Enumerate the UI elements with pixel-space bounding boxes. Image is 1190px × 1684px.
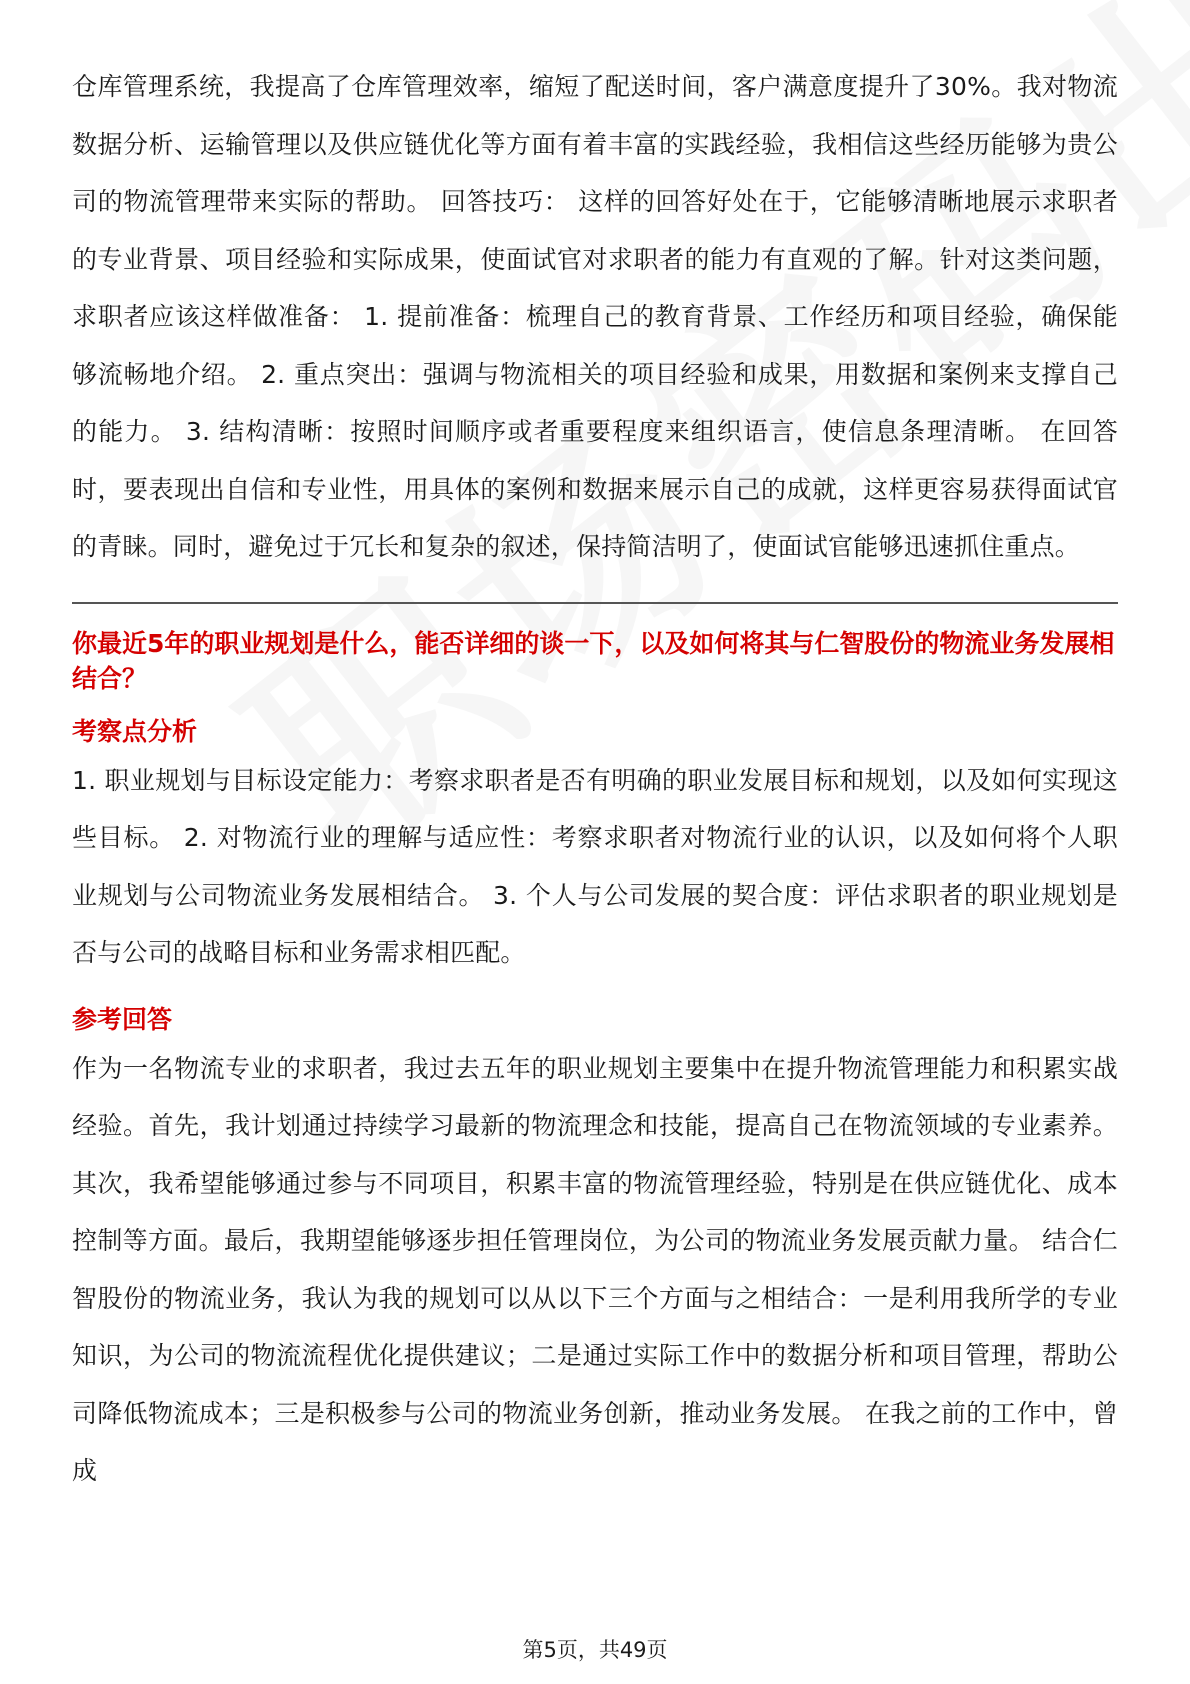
document-page <box>72 58 1118 1500</box>
intro-paragraph: 仓库管理系统，我提高了仓库管理效率，缩短了配送时间，客户满意度提升了30%。我对物流数据分析、运输管理以及供应链优化等方面有着丰富的实践经验，我相信这些经历能够为贵公司的物流管理带来实际的帮助。 回答技巧： 这样的回答好处在于，它能够清晰地展示求职者的专业背景、项目经验和实际成果，使面试官对求职者的能力有直观的了解。针对这类问题，求职者应该这样做准备： 1. 提前准备：梳理自己的教育背景、工作经历和项目经验，确保能够流畅地介绍。 2. 重点突出：强调与物流相关的项目经验和成果，用数据和案例来支撑自己的能力。 3. 结构清晰：按照时间顺序或者重要程度来组织语言，使信息条理清晰。 在回答时，要表现出自信和专业性，用具体的案例和数据来展示自己的成就，这样更容易获得面试官的青睐。同时，避免过于冗长和复杂的叙述，保持简洁明了，使面试官能够迅速抓住重点。 <box>72 72 1118 561</box>
section-divider <box>72 602 1118 604</box>
answer-body: 作为一名物流专业的求职者，我过去五年的职业规划主要集中在提升物流管理能力和积累实战经验。首先，我计划通过持续学习最新的物流理念和技能，提高自己在物流领域的专业素养。其次，我希望能够通过参与不同项目，积累丰富的物流管理经验，特别是在供应链优化、成本控制等方面。最后，我期望能够逐步担任管理岗位，为公司的物流业务发展贡献力量。 结合仁智股份的物流业务，我认为我的规划可以从以下三个方面与之相结合：一是利用我所学的专业知识，为公司的物流流程优化提供建议；二是通过实际工作中的数据分析和项目管理，帮助公司降低物流成本；三是积极参与公司的物流业务创新，推动业务发展。 在我之前的工作中，曾成 <box>72 1053 1118 1485</box>
answer-heading: 参考回答 <box>72 1004 173 1034</box>
analysis-body: 1. 职业规划与目标设定能力：考察求职者是否有明确的职业发展目标和规划，以及如何实现这些目标。 2. 对物流行业的理解与适应性：考察求职者对物流行业的认识，以及如何将个人职业规划与公司物流业务发展相结合。 3. 个人与公司发展的契合度：评估求职者的职业规划是否与公司的战略目标和业务需求相匹配。 <box>72 765 1118 967</box>
page-number: 第5页，共49页 <box>522 1638 668 1662</box>
interview-question: 你最近5年的职业规划是什么，能否详细的谈一下，以及如何将其与仁智股份的物流业务发展相结合？ <box>72 628 1115 693</box>
analysis-heading: 考察点分析 <box>72 716 198 746</box>
